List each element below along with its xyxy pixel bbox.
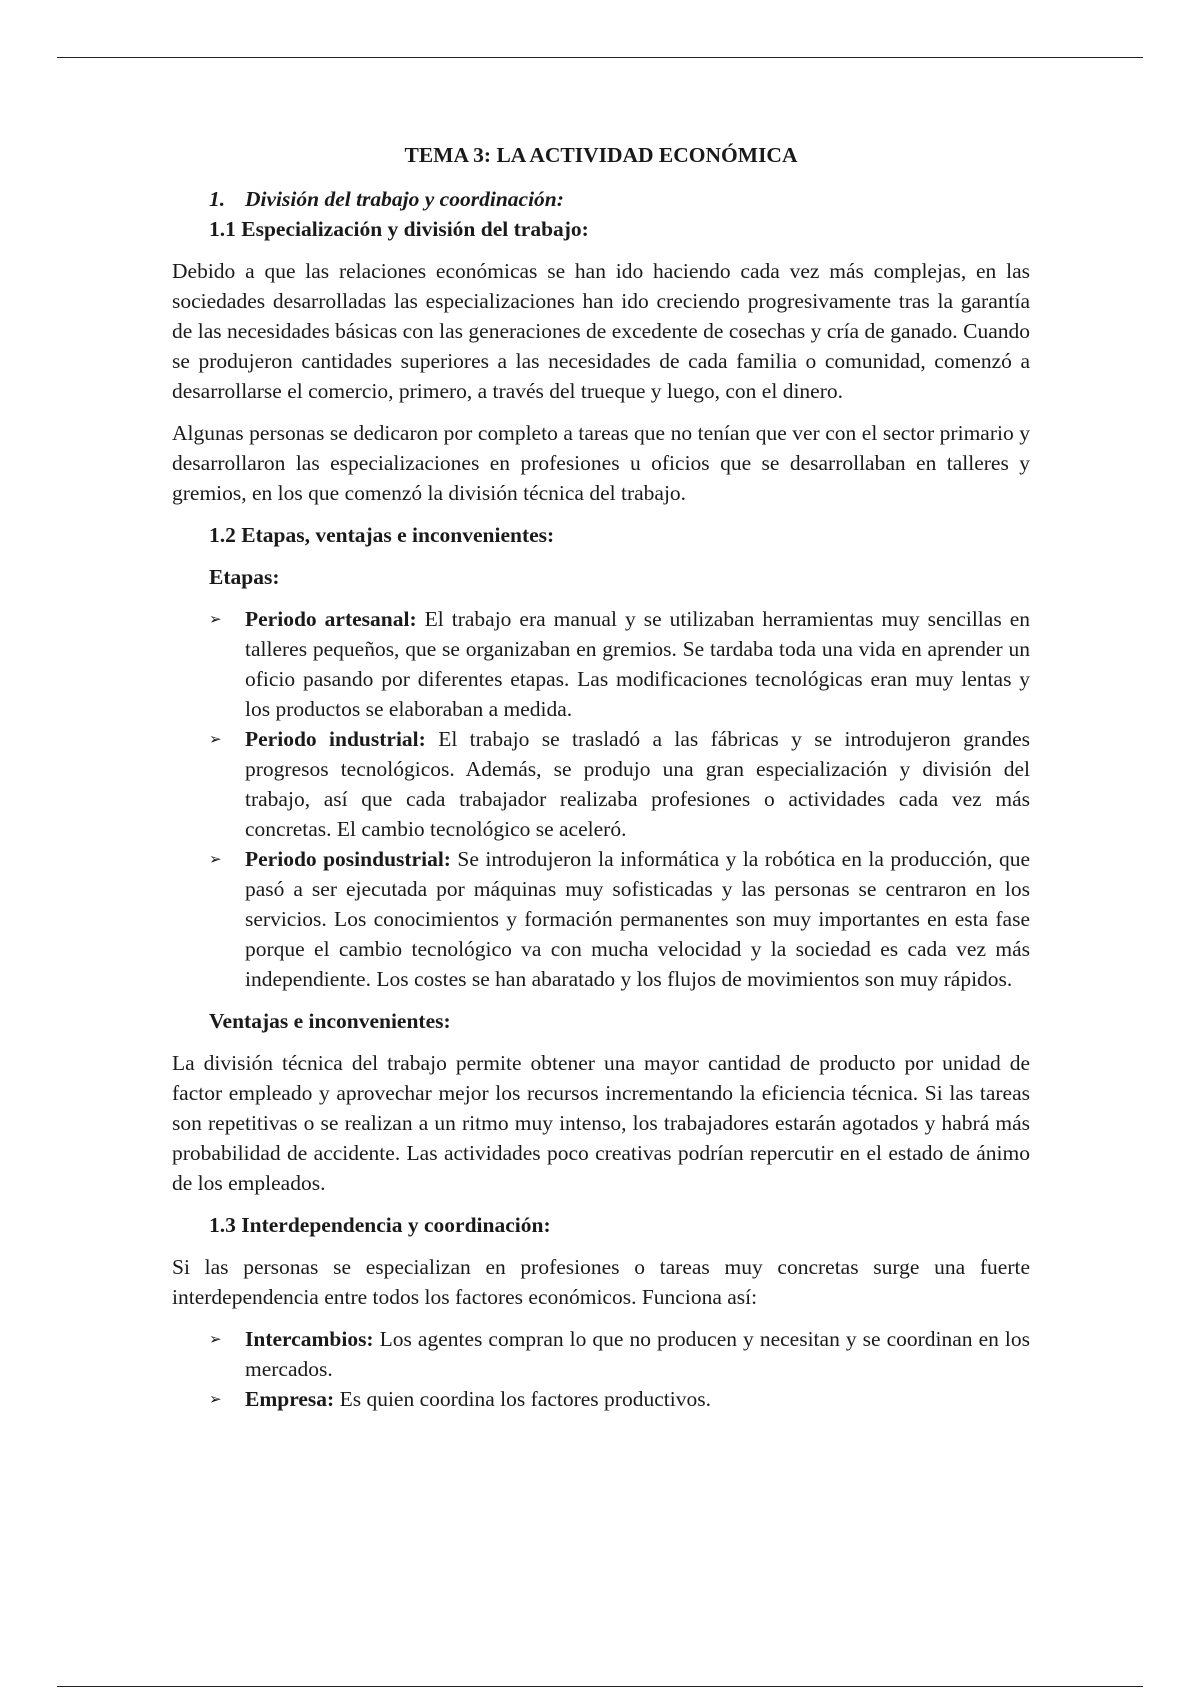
paragraph: Debido a que las relaciones económicas se han ido haciendo cada vez más complejas, en las sociedades desarrolladas las especializaciones han ido creciendo progresivamente tras la garantía de las necesidades básicas con las generaciones de excedente de cosechas y cría de ganado. Cuando se produjeron cantidades superiores a las necesidades de cada familia o comunidad, comenzó a desarrollarse el comercio, primero, a través del trueque y luego, con el dinero. [172, 259, 1030, 403]
section-1-3-heading: 1.3 Interdependencia y coordinación: [209, 1213, 551, 1237]
list-item-term: Periodo industrial: [245, 727, 426, 751]
coordination-list [209, 1324, 1030, 1414]
list-item-text: Es quien coordina los factores productivos. [334, 1387, 711, 1411]
paragraph: Algunas personas se dedicaron por completo a tareas que no tenían que ver con el sector primario y desarrollaron las especializaciones en profesiones u oficios que se desarrollaban en talleres y gremios, en los que comenzó la división técnica del trabajo. [172, 421, 1030, 505]
arrow-bullet-icon: ➢ [209, 850, 222, 868]
arrow-bullet-icon: ➢ [209, 610, 222, 628]
top-rule [57, 57, 1143, 58]
section-1-2-heading: 1.2 Etapas, ventajas e inconvenientes: [209, 523, 555, 547]
etapas-label: Etapas: [209, 565, 280, 589]
list-item [209, 724, 1030, 844]
arrow-bullet-icon: ➢ [209, 1330, 222, 1348]
list-item [209, 604, 1030, 724]
section-1-title: División del trabajo y coordinación: [245, 187, 564, 211]
section-1-1-heading: 1.1 Especialización y división del trabajo: [209, 217, 589, 241]
list-item [209, 1324, 1030, 1384]
paragraph: Si las personas se especializan en profesiones o tareas muy concretas surge una fuerte interdependencia entre todos los factores económicos. Funciona así: [172, 1255, 1030, 1309]
list-item-term: Periodo posindustrial: [245, 847, 451, 871]
arrow-bullet-icon: ➢ [209, 730, 222, 748]
arrow-bullet-icon: ➢ [209, 1390, 222, 1408]
section-1-number: 1. [209, 187, 226, 211]
list-item-term: Empresa: [245, 1387, 335, 1411]
etapas-list [209, 604, 1030, 994]
list-item-text: El trabajo era manual y se utilizaban herramientas muy sencillas en talleres pequeños, que se organizaban en gremios. Se tardaba toda una vida en aprender un oficio pasando por diferentes etapas. Las modificaciones tecnológicas eran muy lentas y los productos se elaboraban a medida. [245, 607, 1030, 721]
list-item-text: Se introdujeron la informática y la robótica en la producción, que pasó a ser ejecutada por máquinas muy sofisticadas y las personas se centraron en los servicios. Los conocimientos y formación permanentes son muy importantes en esta fase porque el cambio tecnológico va con mucha velocidad y la sociedad es cada vez más independiente. Los costes se han abaratado y los flujos de movimientos son muy rápidos. [245, 847, 1030, 991]
document-title: TEMA 3: LA ACTIVIDAD ECONÓMICA [404, 143, 798, 167]
ventajas-label: Ventajas e inconvenientes: [209, 1009, 451, 1033]
bottom-rule [57, 1686, 1143, 1687]
section-1-heading [209, 184, 1030, 214]
paragraph: La división técnica del trabajo permite obtener una mayor cantidad de producto por unidad de factor empleado y aprovechar mejor los recursos incrementando la eficiencia técnica. Si las tareas son repetitivas o se realizan a un ritmo muy intenso, los trabajadores estarán agotados y habrá más probabilidad de accidente. Las actividades poco creativas podrían repercutir en el estado de ánimo de los empleados. [172, 1051, 1030, 1195]
list-item-term: Periodo artesanal: [245, 607, 417, 631]
list-item-text: El trabajo se trasladó a las fábricas y se introdujeron grandes progresos tecnológicos. Además, se produjo una gran especialización y división del trabajo, así que cada trabajador realizaba profesiones o actividades cada vez más concretas. El cambio tecnológico se aceleró. [245, 727, 1031, 841]
list-item [209, 1384, 1030, 1414]
document-body [172, 140, 1030, 1426]
list-item-text: Los agentes compran lo que no producen y necesitan y se coordinan en los mercados. [245, 1327, 1030, 1381]
list-item [209, 844, 1030, 994]
list-item-term: Intercambios: [245, 1327, 374, 1351]
